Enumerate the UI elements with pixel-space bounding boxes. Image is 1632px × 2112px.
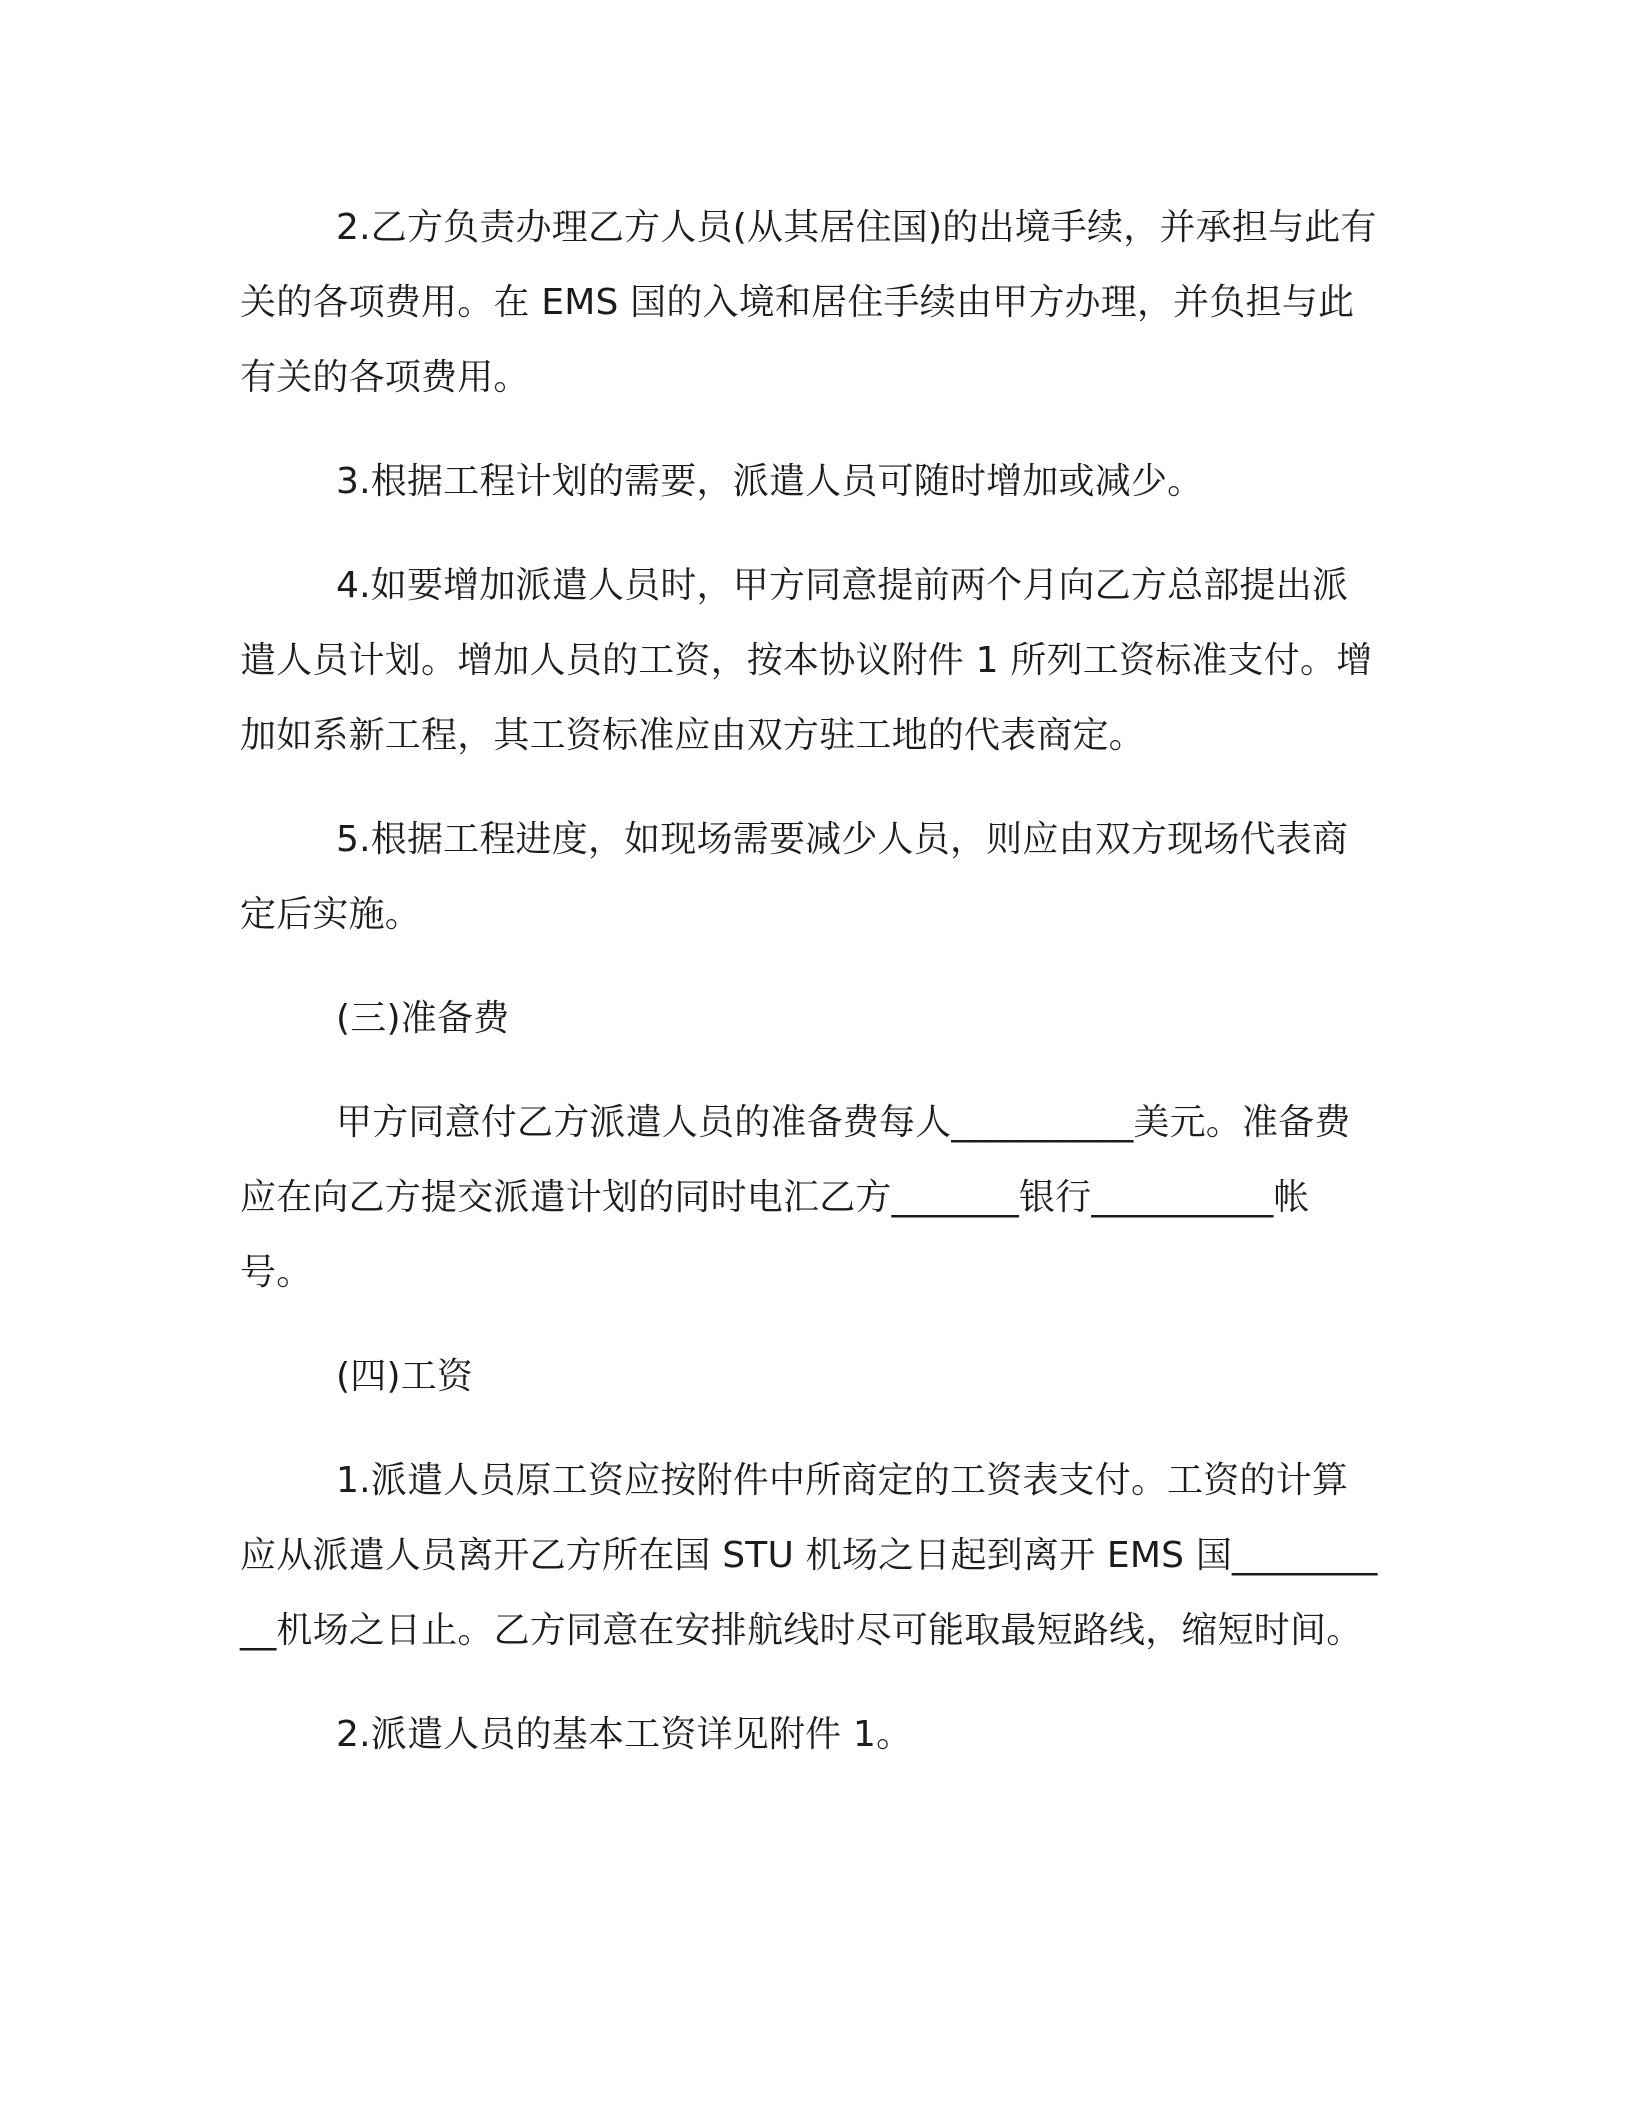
- paragraph-staff-adjustment: 3.根据工程计划的需要，派遣人员可随时增加或减少。: [336, 461, 1204, 502]
- document-page: [240, 190, 1380, 1801]
- paragraph-basic-wage: 2.派遣人员的基本工资详见附件 1。: [336, 1714, 913, 1755]
- paragraph-exit-procedures: 2.乙方负责办理乙方人员(从其居住国)的出境手续，并承担与此有关的各项费用。在 EMS 国的入境和居住手续由甲方办理，并负担与此有关的各项费用。: [240, 207, 1377, 398]
- paragraph-staff-reduction: 5.根据工程进度，如现场需要减少人员，则应由双方现场代表商定后实施。: [240, 819, 1349, 935]
- paragraph-wage-calculation: 1.派遣人员原工资应按附件中所商定的工资表支付。工资的计算应从派遣人员离开乙方所在国 STU 机场之日起到离开 EMS 国__________机场之日止。乙方同意在安排航线时尽可能取最短路线，缩短时间。: [240, 1460, 1378, 1651]
- paragraph-staff-increase: 4.如要增加派遣人员时，甲方同意提前两个月向乙方总部提出派遣人员计划。增加人员的工资，按本协议附件 1 所列工资标准支付。增加如系新工程，其工资标准应由双方驻工地的代表商定。: [240, 565, 1373, 756]
- section-heading-wages: (四)工资: [336, 1356, 474, 1397]
- section-heading-preparation-fee: (三)准备费: [336, 998, 510, 1039]
- paragraph-preparation-fee: 甲方同意付乙方派遣人员的准备费每人__________美元。准备费应在向乙方提交派遣计划的同时电汇乙方_______银行__________帐号。: [240, 1102, 1351, 1293]
